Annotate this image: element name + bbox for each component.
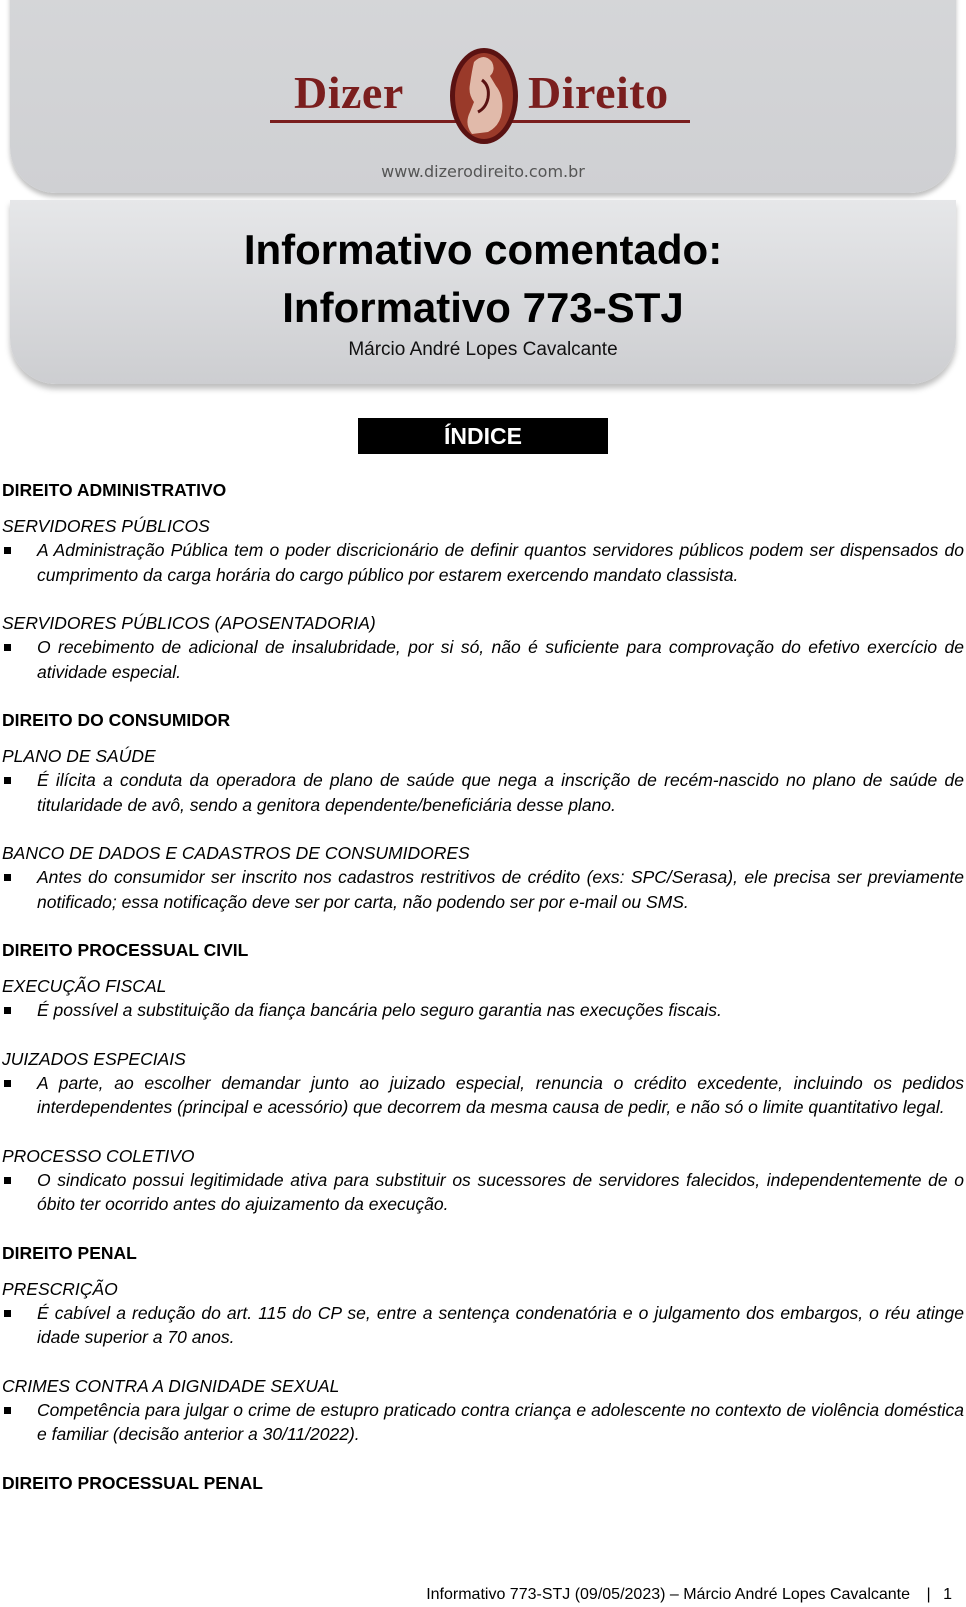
index-entry[interactable] — [2, 1168, 964, 1217]
square-bullet-icon — [4, 1407, 11, 1414]
thinker-emblem-icon — [444, 40, 524, 148]
square-bullet-icon — [4, 644, 11, 651]
square-bullet-icon — [4, 1007, 11, 1014]
topic-title: CRIMES CONTRA A DIGNIDADE SEXUAL — [2, 1375, 340, 1396]
index-entry[interactable] — [2, 1071, 964, 1120]
logo-word-left: Dizer — [294, 67, 404, 118]
square-bullet-icon — [4, 1080, 11, 1087]
section-heading: DIREITO PROCESSUAL CIVIL — [2, 940, 249, 960]
page-footer — [426, 1586, 952, 1604]
topic-title: PROCESSO COLETIVO — [2, 1145, 195, 1166]
logo-word-right: Direito — [528, 67, 669, 118]
square-bullet-icon — [4, 1177, 11, 1184]
index-entry[interactable] — [2, 1301, 964, 1350]
section-heading: DIREITO DO CONSUMIDOR — [2, 710, 231, 730]
author-name: Márcio André Lopes Cavalcante — [348, 339, 618, 360]
index-entry-text: O recebimento de adicional de insalubridade, por si só, não é suficiente para comprovação do efetivo exercício de atividade especial. — [37, 637, 964, 682]
topic-title: SERVIDORES PÚBLICOS — [2, 516, 210, 536]
index-entry[interactable] — [2, 635, 964, 684]
index-entry-text: Antes do consumidor ser inscrito nos cadastros restritivos de crédito (exs: SPC/Serasa), ele precisa ser previamente notificado; essa notificação deve ser por carta, não podendo ser por e-mail ou SMS. — [37, 867, 964, 912]
page-title-line2: Informativo 773-STJ — [282, 284, 684, 331]
square-bullet-icon — [4, 1310, 11, 1317]
site-url[interactable]: www.dizerodireito.com.br — [381, 162, 585, 181]
footer-separator: | — [926, 1586, 931, 1603]
index-entry-text: É possível a substituição da fiança bancária pelo seguro garantia nas execuções fiscais. — [37, 1000, 722, 1020]
index-entry-text: O sindicato possui legitimidade ativa para substituir os sucessores de servidores falecidos, independentemente de o óbito ter ocorrido antes do ajuizamento da execução. — [37, 1169, 964, 1214]
site-logo — [270, 34, 690, 154]
index-entry-text: A Administração Pública tem o poder discricionário de definir quantos servidores públicos podem ser dispensados do cumprimento da carga horária do cargo público por estarem exercendo mandato classista. — [37, 540, 964, 585]
square-bullet-icon — [4, 874, 11, 881]
topic-title: EXECUÇÃO FISCAL — [2, 976, 167, 996]
topic-title: PLANO DE SAÚDE — [2, 746, 156, 766]
topic-title: PRESCRIÇÃO — [2, 1278, 118, 1299]
index-entry[interactable] — [2, 538, 964, 587]
topic-title: BANCO DE DADOS E CADASTROS DE CONSUMIDORES — [2, 843, 470, 863]
index-entry[interactable] — [2, 865, 964, 914]
square-bullet-icon — [4, 547, 11, 554]
index-entry[interactable] — [2, 998, 964, 1023]
index-entry-text: É cabível a redução do art. 115 do CP se, entre a sentença condenatória e o julgamento dos embargos, o réu atinge idade superior a 70 anos. — [37, 1302, 964, 1347]
logo-rule-right — [508, 120, 690, 123]
topic-title: JUIZADOS ESPECIAIS — [2, 1048, 186, 1069]
index-entry-text: É ilícita a conduta da operadora de plano de saúde que nega a inscrição de recém-nascido no plano de saúde de titularidade de avô, sendo a genitora dependente/beneficiária desse plano. — [37, 770, 964, 815]
page-number: 1 — [943, 1586, 952, 1603]
square-bullet-icon — [4, 777, 11, 784]
topic-title: SERVIDORES PÚBLICOS (APOSENTADORIA) — [2, 613, 376, 633]
page-title-line1: Informativo comentado: — [243, 226, 723, 273]
index-heading: ÍNDICE — [358, 418, 608, 454]
index-entry[interactable] — [2, 768, 964, 817]
section-heading: DIREITO ADMINISTRATIVO — [2, 480, 227, 500]
index-content — [2, 478, 964, 1495]
index-entry-text: A parte, ao escolher demandar junto ao juizado especial, renuncia o crédito excedente, incluindo os pedidos interdependentes (principal e acessório) que decorrem da mesma causa de pedir, e não só o limite quantitativo legal. — [37, 1072, 964, 1117]
footer-text: Informativo 773-STJ (09/05/2023) – Márcio André Lopes Cavalcante — [426, 1586, 911, 1603]
index-entry-text: Competência para julgar o crime de estupro praticado contra criança e adolescente no contexto de violência doméstica e familiar (decisão anterior a 30/11/2022). — [37, 1399, 964, 1444]
section-heading: DIREITO PROCESSUAL PENAL — [2, 1472, 263, 1493]
index-entry[interactable] — [2, 1398, 964, 1447]
logo-rule-left — [270, 120, 460, 123]
section-heading: DIREITO PENAL — [2, 1242, 137, 1263]
